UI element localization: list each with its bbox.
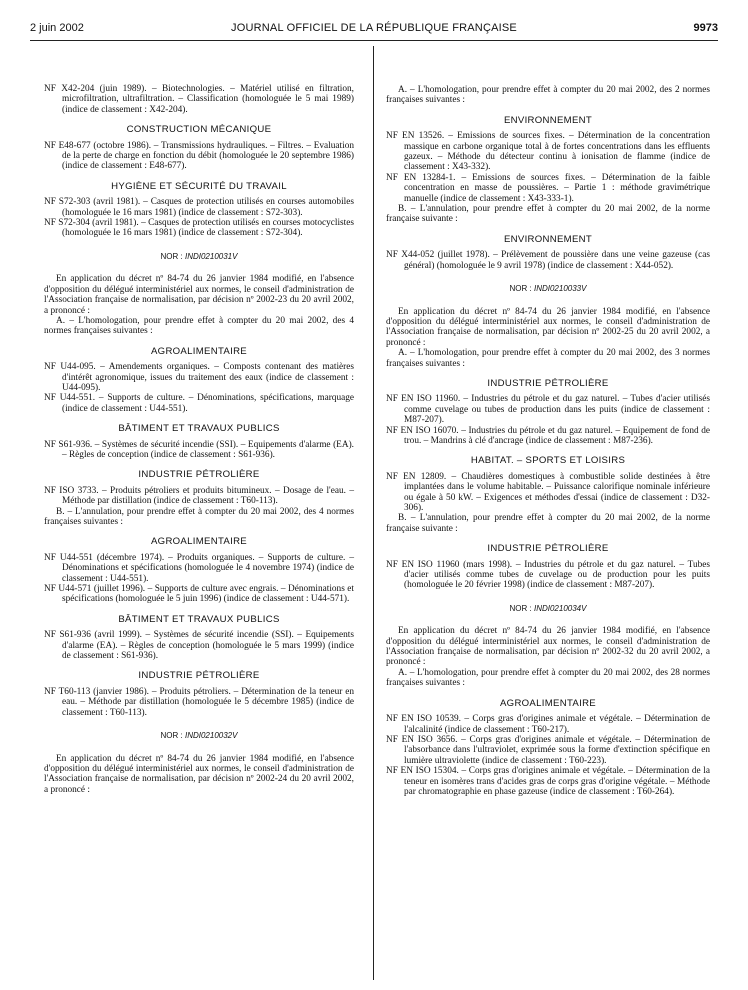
body-paragraph: En application du décret nº 84-74 du 26 janvier 1984 modifié, en l'absence d'opposition du délégué interministériel aux normes, le conseil d'administration de l'Association française de normalisation, par décision nº 2002-24 du 20 avril 2002, a prononcé :: [44, 753, 354, 795]
section-heading: INDUSTRIE PÉTROLIÈRE: [138, 469, 260, 481]
nor-code: INDI0210032V: [184, 731, 238, 741]
section-heading: INDUSTRIE PÉTROLIÈRE: [487, 543, 609, 555]
norm-entry: NF X44-052 (juillet 1978). – Prélèvement de poussière dans une veine gazeuse (cas général) (homologuée le 9 avril 1978) (indice de classement : X44-052).: [386, 250, 710, 271]
nor-prefix: NOR :: [160, 731, 185, 741]
nor-prefix: NOR :: [509, 284, 534, 294]
page-number: 9973: [693, 22, 718, 34]
section-heading: AGROALIMENTAIRE: [150, 345, 247, 357]
norm-entry: NF U44-095. – Amendements organiques. – Composts contenant des matières d'intérêt agronomique, issues du traitement des eaux (indice de classement : U44-095).: [44, 362, 354, 393]
norm-entry: NF X42-204 (juin 1989). – Biotechnologies. – Matériel utilisé en filtration, microfiltration, ultrafiltration. – Classification (homologuée le 5 mai 1989) (indice de classement : X42-204).: [44, 84, 354, 115]
body-paragraph: B. – L'annulation, pour prendre effet à compter du 20 mai 2002, de la norme française suivante :: [386, 513, 710, 534]
norm-entry: NF S72-304 (avril 1981). – Casques de protection utilisés en courses motocyclistes (homologuée le 16 mars 1981) (indice de classement : S72-304).: [44, 218, 354, 239]
norm-entry: NF EN 13284-1. – Emissions de sources fixes. – Détermination de la faible concentration en masse de poussières. – Partie 1 : méthode gravimétrique manuelle (indice de classement : X43-333-1).: [386, 172, 710, 204]
body-paragraph: A. – L'homologation, pour prendre effet à compter du 20 mai 2002, des 2 normes françaises suivantes :: [386, 85, 710, 106]
issue-date: 2 juin 2002: [30, 22, 84, 34]
nor-prefix: NOR :: [509, 603, 534, 613]
norm-entry: NF U44-551 (décembre 1974). – Produits organiques. – Supports de culture. – Dénominations et spécifications (homologuée le 4 novembre 1974) (indice de classement : U44-551).: [44, 552, 354, 584]
nor-reference: [44, 252, 354, 262]
norm-entry: NF E48-677 (octobre 1986). – Transmissions hydrauliques. – Filtres. – Evaluation de la perte de charge en fonction du débit (homologuée le 20 septembre 1986) (indice de classement : E48-677).: [44, 140, 354, 172]
norm-entry: NF S61-936 (avril 1999). – Systèmes de sécurité incendie (SSI). – Equipements d'alarme (EA). – Règles de conception (homologuée le 5 mars 1999) (indice de classement : S61-936).: [44, 630, 354, 662]
body-paragraph: A. – L'homologation, pour prendre effet à compter du 20 mai 2002, des 28 normes françaises suivantes :: [386, 667, 710, 689]
norm-entry: NF EN ISO 16070. – Industries du pétrole et du gaz naturel. – Equipement de fond de trou. – Mandrins à clé d'ancrage (indice de classement : M87-236).: [386, 425, 710, 446]
section-heading: AGROALIMENTAIRE: [499, 697, 596, 709]
nor-reference: [386, 604, 710, 614]
nor-prefix: NOR :: [160, 251, 185, 261]
norm-entry: NF S72-303 (avril 1981). – Casques de protection utilisés en courses automobiles (homologuée le 16 mars 1981) (indice de classement : S72-303).: [44, 197, 354, 218]
section-heading: HYGIÈNE ET SÉCURITÉ DU TRAVAIL: [111, 180, 287, 192]
norm-entry: NF EN ISO 15304. – Corps gras d'origines animale et végétale. – Détermination de la teneur en isomères trans d'acides gras de corps gras d'origine végétale. – Méthode par chromatographie en phase gazeuse (indice de classement : T60-264).: [386, 766, 710, 797]
body-paragraph: B. – L'annulation, pour prendre effet à compter du 20 mai 2002, des 4 normes françaises suivantes :: [44, 506, 354, 527]
norm-entry: NF EN ISO 11960 (mars 1998). – Industries du pétrole et du gaz naturel. – Tubes d'acier utilisés comme tubes de cuvelage ou de production pour les puits (homologuée le 20 février 1998) (indice de classement : M87-207).: [386, 559, 710, 591]
section-heading: BÂTIMENT ET TRAVAUX PUBLICS: [118, 423, 280, 435]
header-rule: [30, 40, 718, 41]
section-heading: INDUSTRIE PÉTROLIÈRE: [487, 377, 609, 389]
journal-title: JOURNAL OFFICIEL DE LA RÉPUBLIQUE FRANÇAISE: [231, 22, 517, 34]
norm-entry: NF S61-936. – Systèmes de sécurité incendie (SSI). – Equipements d'alarme (EA). – Règles de conception (indice de classement : S61-936).: [44, 439, 354, 460]
norm-entry: NF ISO 3733. – Produits pétroliers et produits bitumineux. – Dosage de l'eau. – Méthode par distillation (indice de classement : T60-113).: [44, 485, 354, 507]
right-column: [386, 85, 710, 797]
norm-entry: NF EN 12809. – Chaudières domestiques à combustible solide destinées à être implantées dans le volume habitable. – Puissance calorifique nominale inférieure ou égale à 50 kW. – Exigences et méthodes d'essai (indice de classement : D32-306).: [386, 471, 710, 513]
norm-entry: NF U44-551. – Supports de culture. – Dénominations, spécifications, marquage (indice de classement : U44-551).: [44, 393, 354, 414]
norm-entry: NF EN ISO 11960. – Industries du pétrole et du gaz naturel. – Tubes d'acier utilisés comme cuvelage ou tubes de production dans les puits (indice de classement : M87-207).: [386, 394, 710, 426]
column-divider: [373, 46, 374, 980]
left-column: [44, 84, 354, 795]
nor-code: INDI0210034V: [533, 603, 587, 613]
norm-entry: NF EN 13526. – Emissions de sources fixes. – Détermination de la concentration massique en carbone organique total à de fortes concentrations dans les effluents gazeux. – Méthode du détecteur continu à ionisation de flamme (indice de classement : X43-332).: [386, 131, 710, 173]
nor-code: INDI0210031V: [184, 251, 238, 261]
norm-entry: NF EN ISO 3656. – Corps gras d'origines animale et végétale. – Détermination de l'absorbance dans l'ultraviolet, exprimée sous la forme d'extinction spécifique en lumière ultraviolette (indice de classement : T60-223).: [386, 734, 710, 766]
body-paragraph: En application du décret nº 84-74 du 26 janvier 1984 modifié, en l'absence d'opposition du délégué interministériel aux normes, le conseil d'administration de l'Association française de normalisation, par décision nº 2002-32 du 20 avril 2002, a prononcé :: [386, 626, 710, 668]
body-paragraph: B. – L'annulation, pour prendre effet à compter du 20 mai 2002, de la norme française suivante :: [386, 204, 710, 225]
nor-code: INDI0210033V: [533, 284, 587, 294]
section-heading: AGROALIMENTAIRE: [150, 536, 247, 548]
section-heading: CONSTRUCTION MÉCANIQUE: [126, 124, 272, 136]
section-heading: HABITAT. – SPORTS ET LOISIRS: [470, 455, 626, 467]
body-paragraph: En application du décret nº 84-74 du 26 janvier 1984 modifié, en l'absence d'opposition du délégué interministériel aux normes, le conseil d'administration de l'Association française de normalisation, par décision nº 2002-25 du 20 avril 2002, a prononcé :: [386, 306, 710, 348]
body-paragraph: A. – L'homologation, pour prendre effet à compter du 20 mai 2002, des 3 normes françaises suivantes :: [386, 348, 710, 369]
section-heading: INDUSTRIE PÉTROLIÈRE: [138, 670, 260, 682]
page-header: [30, 22, 718, 38]
nor-reference: [44, 731, 354, 741]
section-heading: BÂTIMENT ET TRAVAUX PUBLICS: [118, 613, 280, 625]
body-paragraph: A. – L'homologation, pour prendre effet à compter du 20 mai 2002, des 4 normes françaises suivantes :: [44, 315, 354, 337]
norm-entry: NF U44-571 (juillet 1996). – Supports de culture avec engrais. – Dénominations et spécifications (homologuée le 5 juin 1996) (indice de classement : U44-571).: [44, 584, 354, 605]
section-heading: ENVIRONNEMENT: [503, 114, 593, 126]
body-paragraph: En application du décret nº 84-74 du 26 janvier 1984 modifié, en l'absence d'opposition du délégué interministériel aux normes, le conseil d'administration de l'Association française de normalisation, par décision nº 2002-23 du 20 avril 2002, a prononcé :: [44, 274, 354, 316]
nor-reference: [386, 284, 710, 294]
section-heading: ENVIRONNEMENT: [503, 233, 593, 245]
norm-entry: NF T60-113 (janvier 1986). – Produits pétroliers. – Détermination de la teneur en eau. – Méthode par distillation (homologuée le 5 décembre 1985) (indice de classement : T60-113).: [44, 686, 354, 718]
norm-entry: NF EN ISO 10539. – Corps gras d'origines animale et végétale. – Détermination de l'alcalinité (indice de classement : T60-217).: [386, 714, 710, 735]
